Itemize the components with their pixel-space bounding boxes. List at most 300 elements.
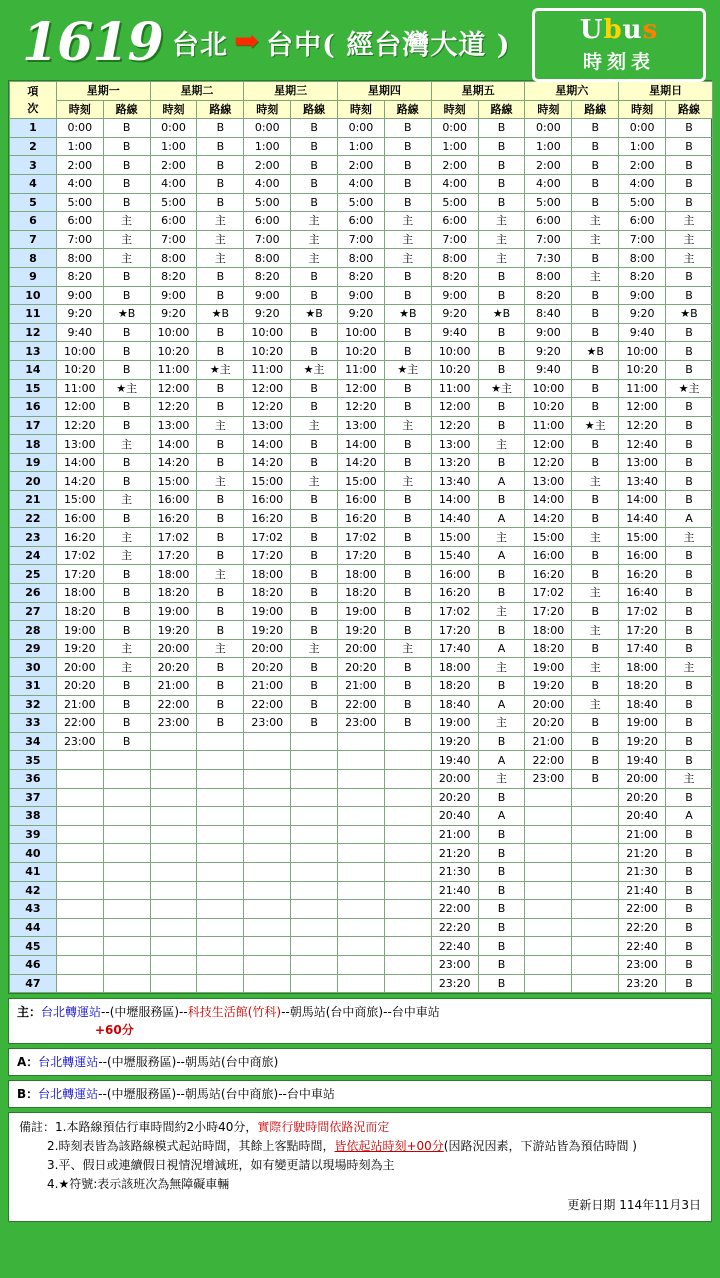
cell-time-d3 xyxy=(338,974,385,993)
cell-route-d6: B xyxy=(666,751,713,770)
cell-time-d0: 10:20 xyxy=(56,360,103,379)
cell-route-d2: ★B xyxy=(291,305,338,324)
table-row xyxy=(10,974,713,993)
cell-time-d0: 14:00 xyxy=(56,453,103,472)
cell-time-d1: 8:00 xyxy=(150,249,197,268)
cell-route-d4: 主 xyxy=(478,249,525,268)
cell-route-d5 xyxy=(572,918,619,937)
cell-route-d5: B xyxy=(572,193,619,212)
cell-route-d4: B xyxy=(478,788,525,807)
table-row xyxy=(10,639,713,658)
cell-route-d2 xyxy=(291,881,338,900)
cell-route-d6: B xyxy=(666,974,713,993)
cell-time-d5 xyxy=(525,807,572,826)
cell-route-d0: 主 xyxy=(103,658,150,677)
cell-time-d0 xyxy=(56,825,103,844)
cell-route-d1 xyxy=(197,862,244,881)
cell-time-d1 xyxy=(150,825,197,844)
cell-time-d5: 9:00 xyxy=(525,323,572,342)
cell-route-d4: B xyxy=(478,862,525,881)
cell-time-d5: 15:00 xyxy=(525,528,572,547)
row-index: 22 xyxy=(10,509,57,528)
cell-route-d2: B xyxy=(291,677,338,696)
cell-time-d2 xyxy=(244,881,291,900)
cell-time-d6: 7:00 xyxy=(619,230,666,249)
cell-time-d2 xyxy=(244,751,291,770)
cell-route-d5: B xyxy=(572,602,619,621)
cell-time-d2 xyxy=(244,862,291,881)
cell-time-d2: 11:00 xyxy=(244,360,291,379)
legend-segment: --(中壢服務區)--朝馬站(台中商旅) xyxy=(98,1055,279,1070)
cell-route-d1 xyxy=(197,974,244,993)
cell-route-d5: B xyxy=(572,565,619,584)
cell-route-d3: B xyxy=(384,398,431,417)
cell-route-d1: B xyxy=(197,509,244,528)
cell-route-d1: B xyxy=(197,435,244,454)
cell-time-d2: 10:20 xyxy=(244,342,291,361)
cell-route-d4: B xyxy=(478,844,525,863)
cell-time-d2: 19:00 xyxy=(244,602,291,621)
cell-route-d6: 主 xyxy=(666,528,713,547)
cell-route-d0: B xyxy=(103,174,150,193)
table-row xyxy=(10,788,713,807)
cell-time-d0: 9:00 xyxy=(56,286,103,305)
cell-route-d1: B xyxy=(197,342,244,361)
cell-time-d0: 12:00 xyxy=(56,398,103,417)
cell-time-d2 xyxy=(244,807,291,826)
cell-time-d6: 9:20 xyxy=(619,305,666,324)
cell-time-d6: 13:00 xyxy=(619,453,666,472)
cell-time-d1: 23:00 xyxy=(150,714,197,733)
logo-letter-u1: U xyxy=(579,14,604,45)
cell-time-d6: 20:40 xyxy=(619,807,666,826)
table-row xyxy=(10,714,713,733)
cell-route-d6: A xyxy=(666,807,713,826)
cell-route-d3: B xyxy=(384,602,431,621)
table-header-sub xyxy=(10,100,713,119)
cell-time-d3: 10:00 xyxy=(338,323,385,342)
header-day-wed: 星期三 xyxy=(244,82,338,101)
cell-route-d1: B xyxy=(197,119,244,138)
cell-route-d6: B xyxy=(666,156,713,175)
row-index: 28 xyxy=(10,621,57,640)
cell-route-d4: ★B xyxy=(478,305,525,324)
cell-time-d0: 23:00 xyxy=(56,732,103,751)
row-index: 13 xyxy=(10,342,57,361)
cell-route-d6: 主 xyxy=(666,769,713,788)
cell-route-d5: ★主 xyxy=(572,416,619,435)
cell-route-d6: B xyxy=(666,825,713,844)
cell-time-d6: 12:20 xyxy=(619,416,666,435)
cell-route-d1 xyxy=(197,900,244,919)
cell-time-d5: 17:20 xyxy=(525,602,572,621)
cell-route-d3: ★B xyxy=(384,305,431,324)
cell-time-d2: 5:00 xyxy=(244,193,291,212)
cell-route-d2: 主 xyxy=(291,472,338,491)
row-index: 7 xyxy=(10,230,57,249)
cell-time-d2: 9:00 xyxy=(244,286,291,305)
table-row xyxy=(10,751,713,770)
cell-time-d6: 6:00 xyxy=(619,212,666,231)
cell-route-d2: 主 xyxy=(291,249,338,268)
cell-route-d0: 主 xyxy=(103,230,150,249)
row-index: 4 xyxy=(10,174,57,193)
legend-segment: --朝馬站(台中商旅)--台中車站 xyxy=(281,1005,440,1020)
legend-segment[interactable]: 台北轉運站 xyxy=(38,1087,99,1102)
cell-route-d3: B xyxy=(384,323,431,342)
table-row xyxy=(10,807,713,826)
remark-2-text-b: (因路況因素，下游站皆為預估時間 ) xyxy=(443,1139,637,1154)
cell-time-d3: 14:20 xyxy=(338,453,385,472)
cell-time-d5 xyxy=(525,937,572,956)
subheader-time-5: 時刻 xyxy=(525,100,572,119)
cell-time-d3 xyxy=(338,900,385,919)
cell-time-d0: 1:00 xyxy=(56,137,103,156)
cell-time-d6: 19:00 xyxy=(619,714,666,733)
route-legend xyxy=(8,998,712,1108)
cell-time-d3 xyxy=(338,807,385,826)
cell-route-d0: B xyxy=(103,193,150,212)
row-index: 2 xyxy=(10,137,57,156)
cell-time-d2: 7:00 xyxy=(244,230,291,249)
cell-route-d3 xyxy=(384,844,431,863)
legend-segment[interactable]: 台北轉運站 xyxy=(41,1005,102,1020)
cell-time-d5 xyxy=(525,918,572,937)
cell-time-d0: 8:00 xyxy=(56,249,103,268)
cell-time-d5 xyxy=(525,900,572,919)
cell-route-d1: B xyxy=(197,621,244,640)
cell-time-d1 xyxy=(150,751,197,770)
cell-route-d1: B xyxy=(197,546,244,565)
cell-route-d5 xyxy=(572,844,619,863)
cell-time-d5: 12:20 xyxy=(525,453,572,472)
cell-route-d5 xyxy=(572,862,619,881)
cell-time-d5: 1:00 xyxy=(525,137,572,156)
cell-route-d0: B xyxy=(103,323,150,342)
subheader-time-1: 時刻 xyxy=(150,100,197,119)
row-index: 23 xyxy=(10,528,57,547)
table-row xyxy=(10,156,713,175)
table-row xyxy=(10,286,713,305)
header-corner xyxy=(10,82,57,119)
cell-time-d3: 9:20 xyxy=(338,305,385,324)
cell-route-d6: B xyxy=(666,565,713,584)
remark-line-2 xyxy=(19,1137,701,1156)
table-row xyxy=(10,230,713,249)
cell-time-d5: 8:20 xyxy=(525,286,572,305)
subheader-time-0: 時刻 xyxy=(56,100,103,119)
cell-route-d6: ★主 xyxy=(666,379,713,398)
cell-route-d0: B xyxy=(103,509,150,528)
cell-time-d1: 20:20 xyxy=(150,658,197,677)
cell-time-d4: 4:00 xyxy=(431,174,478,193)
cell-route-d1 xyxy=(197,825,244,844)
cell-time-d6: 13:40 xyxy=(619,472,666,491)
cell-time-d4: 22:20 xyxy=(431,918,478,937)
cell-time-d0: 0:00 xyxy=(56,119,103,138)
cell-route-d5: B xyxy=(572,174,619,193)
cell-route-d4: B xyxy=(478,193,525,212)
cell-route-d2: 主 xyxy=(291,212,338,231)
row-index: 26 xyxy=(10,584,57,603)
cell-route-d4: B xyxy=(478,937,525,956)
cell-time-d1: 9:00 xyxy=(150,286,197,305)
cell-time-d2 xyxy=(244,900,291,919)
cell-time-d6: 17:02 xyxy=(619,602,666,621)
cell-time-d2: 18:00 xyxy=(244,565,291,584)
cell-route-d2: B xyxy=(291,584,338,603)
cell-time-d1 xyxy=(150,918,197,937)
cell-time-d0: 16:00 xyxy=(56,509,103,528)
cell-route-d1: B xyxy=(197,453,244,472)
cell-time-d2: 12:20 xyxy=(244,398,291,417)
cell-time-d3: 8:20 xyxy=(338,267,385,286)
remarks-block xyxy=(8,1112,712,1222)
table-row xyxy=(10,342,713,361)
cell-route-d1: B xyxy=(197,714,244,733)
remark-1-text: 備註：1.本路線預估行車時間約2小時40分， xyxy=(19,1120,258,1135)
cell-time-d5: 19:20 xyxy=(525,677,572,696)
row-index: 35 xyxy=(10,751,57,770)
cell-route-d6: 主 xyxy=(666,658,713,677)
table-row xyxy=(10,416,713,435)
cell-route-d5: B xyxy=(572,453,619,472)
cell-route-d5: B xyxy=(572,509,619,528)
cell-route-d2: B xyxy=(291,174,338,193)
cell-time-d0: 17:20 xyxy=(56,565,103,584)
cell-route-d3 xyxy=(384,974,431,993)
cell-time-d5: 22:00 xyxy=(525,751,572,770)
cell-route-d5: 主 xyxy=(572,212,619,231)
cell-time-d5: 8:00 xyxy=(525,267,572,286)
cell-time-d3: 13:00 xyxy=(338,416,385,435)
cell-route-d5: ★B xyxy=(572,342,619,361)
cell-time-d6: 8:20 xyxy=(619,267,666,286)
cell-time-d6: 12:40 xyxy=(619,435,666,454)
row-index: 1 xyxy=(10,119,57,138)
cell-time-d5: 9:40 xyxy=(525,360,572,379)
remark-line-1 xyxy=(19,1118,701,1137)
table-row xyxy=(10,137,713,156)
cell-time-d4: 20:00 xyxy=(431,769,478,788)
legend-segment: --(中壢服務區)--朝馬站(台中商旅)--台中車站 xyxy=(98,1087,335,1102)
row-index: 10 xyxy=(10,286,57,305)
cell-route-d3 xyxy=(384,807,431,826)
row-index: 25 xyxy=(10,565,57,584)
cell-time-d2: 0:00 xyxy=(244,119,291,138)
cell-time-d0 xyxy=(56,900,103,919)
cell-time-d0 xyxy=(56,955,103,974)
cell-route-d6: B xyxy=(666,695,713,714)
cell-time-d0: 12:20 xyxy=(56,416,103,435)
cell-time-d5: 0:00 xyxy=(525,119,572,138)
cell-route-d1 xyxy=(197,788,244,807)
cell-time-d3 xyxy=(338,788,385,807)
cell-time-d0: 6:00 xyxy=(56,212,103,231)
cell-time-d0 xyxy=(56,769,103,788)
cell-route-d4: B xyxy=(478,342,525,361)
cell-route-d4: B xyxy=(478,398,525,417)
cell-time-d6: 10:20 xyxy=(619,360,666,379)
cell-route-d2 xyxy=(291,807,338,826)
cell-time-d1: 19:00 xyxy=(150,602,197,621)
cell-time-d2: 4:00 xyxy=(244,174,291,193)
cell-route-d6: B xyxy=(666,955,713,974)
row-index: 45 xyxy=(10,937,57,956)
cell-time-d0: 14:20 xyxy=(56,472,103,491)
cell-route-d2: B xyxy=(291,323,338,342)
cell-route-d2 xyxy=(291,900,338,919)
cell-time-d4: 0:00 xyxy=(431,119,478,138)
row-index: 12 xyxy=(10,323,57,342)
cell-route-d2 xyxy=(291,769,338,788)
cell-route-d6: B xyxy=(666,119,713,138)
cell-route-d1: B xyxy=(197,602,244,621)
table-row xyxy=(10,881,713,900)
cell-route-d6: B xyxy=(666,286,713,305)
table-row xyxy=(10,769,713,788)
cell-time-d1 xyxy=(150,900,197,919)
cell-time-d3: 5:00 xyxy=(338,193,385,212)
cell-route-d0: B xyxy=(103,602,150,621)
cell-time-d1 xyxy=(150,937,197,956)
table-row xyxy=(10,472,713,491)
row-index: 19 xyxy=(10,453,57,472)
cell-time-d6: 15:00 xyxy=(619,528,666,547)
cell-time-d4: 5:00 xyxy=(431,193,478,212)
row-index: 39 xyxy=(10,825,57,844)
row-index: 34 xyxy=(10,732,57,751)
cell-time-d3: 15:00 xyxy=(338,472,385,491)
cell-route-d3: B xyxy=(384,435,431,454)
row-index: 42 xyxy=(10,881,57,900)
arrow-right-icon: ➡ xyxy=(234,24,261,59)
cell-route-d2: B xyxy=(291,286,338,305)
cell-route-d5: B xyxy=(572,398,619,417)
cell-route-d0: B xyxy=(103,695,150,714)
cell-time-d2: 17:20 xyxy=(244,546,291,565)
cell-time-d3 xyxy=(338,955,385,974)
cell-route-d5: B xyxy=(572,360,619,379)
row-index: 6 xyxy=(10,212,57,231)
cell-route-d6: B xyxy=(666,267,713,286)
cell-route-d4: B xyxy=(478,453,525,472)
cell-route-d3 xyxy=(384,955,431,974)
table-row xyxy=(10,491,713,510)
cell-route-d6: B xyxy=(666,788,713,807)
cell-route-d3 xyxy=(384,751,431,770)
table-row xyxy=(10,360,713,379)
cell-route-d0: B xyxy=(103,714,150,733)
cell-route-d0: B xyxy=(103,732,150,751)
cell-route-d4: 主 xyxy=(478,230,525,249)
cell-route-d5 xyxy=(572,807,619,826)
cell-route-d2: B xyxy=(291,509,338,528)
cell-route-d1: B xyxy=(197,286,244,305)
cell-time-d2: 15:00 xyxy=(244,472,291,491)
cell-time-d5 xyxy=(525,788,572,807)
cell-time-d1 xyxy=(150,881,197,900)
cell-route-d0 xyxy=(103,844,150,863)
cell-route-d6: B xyxy=(666,918,713,937)
cell-route-d2 xyxy=(291,788,338,807)
table-row xyxy=(10,862,713,881)
cell-time-d4: 21:40 xyxy=(431,881,478,900)
cell-route-d0 xyxy=(103,751,150,770)
cell-time-d0 xyxy=(56,974,103,993)
cell-time-d0: 19:00 xyxy=(56,621,103,640)
cell-route-d2: B xyxy=(291,528,338,547)
cell-time-d6: 22:00 xyxy=(619,900,666,919)
cell-time-d2 xyxy=(244,937,291,956)
cell-route-d2: 主 xyxy=(291,230,338,249)
cell-time-d5 xyxy=(525,844,572,863)
cell-time-d1 xyxy=(150,732,197,751)
legend-segment[interactable]: 台北轉運站 xyxy=(38,1055,99,1070)
cell-route-d5: B xyxy=(572,732,619,751)
cell-time-d0: 8:20 xyxy=(56,267,103,286)
cell-route-d3: B xyxy=(384,714,431,733)
cell-route-d4: B xyxy=(478,137,525,156)
cell-time-d4: 9:20 xyxy=(431,305,478,324)
cell-time-d0: 2:00 xyxy=(56,156,103,175)
cell-route-d2 xyxy=(291,751,338,770)
cell-time-d2: 12:00 xyxy=(244,379,291,398)
cell-time-d3 xyxy=(338,769,385,788)
cell-route-d0: 主 xyxy=(103,249,150,268)
cell-route-d6: ★B xyxy=(666,305,713,324)
table-row xyxy=(10,305,713,324)
cell-route-d5: B xyxy=(572,751,619,770)
cell-time-d5: 20:00 xyxy=(525,695,572,714)
cell-time-d2: 14:20 xyxy=(244,453,291,472)
cell-time-d4: 14:40 xyxy=(431,509,478,528)
cell-route-d3: B xyxy=(384,119,431,138)
cell-time-d1: 10:00 xyxy=(150,323,197,342)
subheader-time-3: 時刻 xyxy=(338,100,385,119)
updated-date: 更新日期 114年11月3日 xyxy=(567,1198,701,1213)
cell-route-d1: 主 xyxy=(197,212,244,231)
table-row xyxy=(10,174,713,193)
cell-route-d2: B xyxy=(291,435,338,454)
cell-route-d3: B xyxy=(384,342,431,361)
cell-time-d6: 16:00 xyxy=(619,546,666,565)
cell-time-d4: 6:00 xyxy=(431,212,478,231)
cell-time-d4: 15:40 xyxy=(431,546,478,565)
row-index: 37 xyxy=(10,788,57,807)
cell-time-d1: 2:00 xyxy=(150,156,197,175)
legend-segment: --(中壢服務區)-- xyxy=(101,1005,188,1020)
cell-route-d3: 主 xyxy=(384,230,431,249)
table-header-days xyxy=(10,82,713,101)
cell-time-d4: 22:00 xyxy=(431,900,478,919)
cell-time-d2 xyxy=(244,844,291,863)
cell-time-d0 xyxy=(56,937,103,956)
cell-route-d3: 主 xyxy=(384,416,431,435)
row-index: 11 xyxy=(10,305,57,324)
cell-route-d1: B xyxy=(197,267,244,286)
cell-time-d6: 14:00 xyxy=(619,491,666,510)
table-row xyxy=(10,565,713,584)
cell-route-d3: ★主 xyxy=(384,360,431,379)
cell-time-d2 xyxy=(244,825,291,844)
cell-time-d2: 2:00 xyxy=(244,156,291,175)
cell-time-d3: 18:00 xyxy=(338,565,385,584)
cell-time-d4: 8:20 xyxy=(431,267,478,286)
cell-time-d4: 13:40 xyxy=(431,472,478,491)
cell-route-d2: 主 xyxy=(291,416,338,435)
cell-time-d4: 21:20 xyxy=(431,844,478,863)
